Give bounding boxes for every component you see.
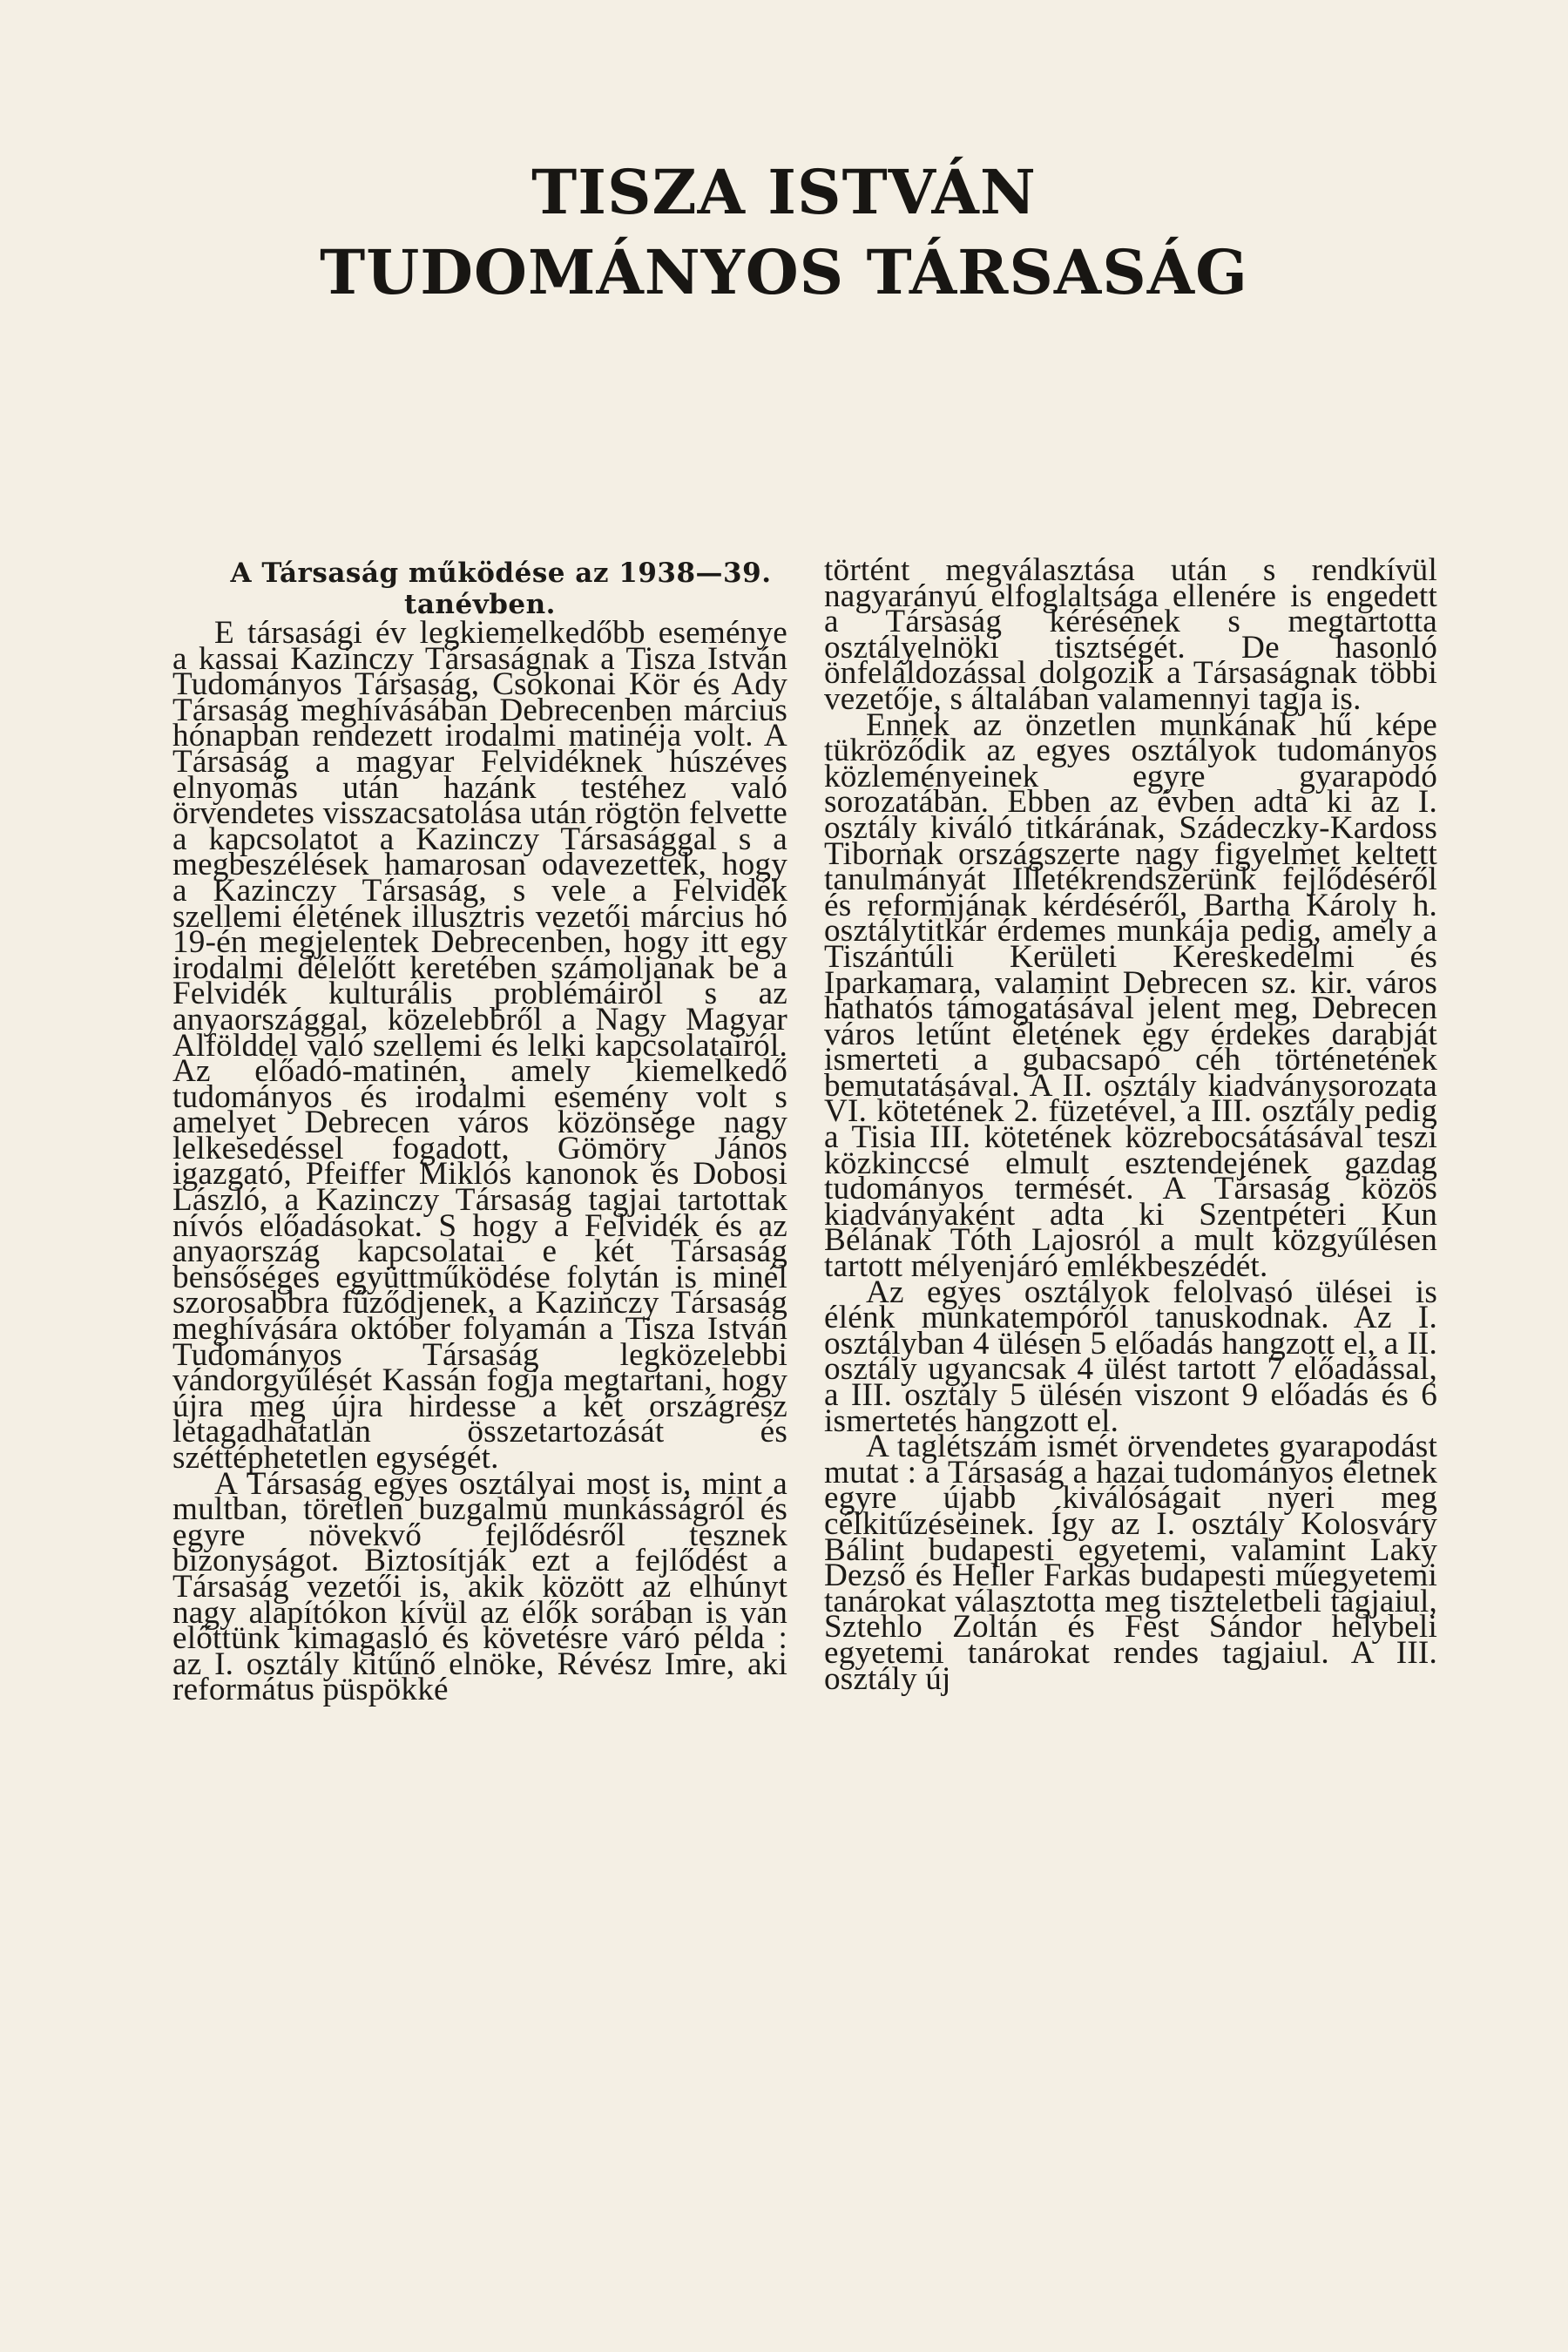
left-column — [172, 558, 787, 1708]
title-line-2: TUDOMÁNYOS TÁRSASÁG — [320, 236, 1248, 308]
paragraph: Az egyes osztályok felolvasó ülései is élénk munkatempóról tanuskodnak. Az I. osztályban 4 ülésen 5 előadás hangzott el, a II. osztály ugyancsak 4 ülést tartott 7 előadással, a III. osztály 5 ülésén viszont 9 előadás és 6 ismertetés hangzott el. — [824, 1274, 1437, 1439]
page-title — [261, 152, 1307, 313]
paragraph: A Társaság egyes osztályai most is, mint a multban, töretlen buzgalmú munkásságról és egyre növekvő fejlődésről tesznek bizonyságot. Biztosítják ezt a fejlődést a Társaság vezetői is, akik között az elhúnyt nagy alapítókon kívül az élők sorában is van előttünk kimagasló és követésre váró példa : az I. osztály kitűnő elnöke, Révész Imre, aki református püspökké — [172, 1465, 787, 1708]
paragraph: történt megválasztása után s rendkívül nagyarányú elfoglaltsága ellenére is engedett a Társaság kérésének s megtartotta osztályelnöki tisztségét. De hasonló önfeláldozással dolgozik a Társaságnak többi vezetője, s általában valamennyi tagja is. — [824, 552, 1437, 717]
paragraph: E társasági év legkiemelkedőbb eseménye a kassai Kazinczy Társaságnak a Tisza István Tudományos Társaság, Csokonai Kör és Ady Társaság meghívásában Debrecenben március hónapban rendezett irodalmi matinéja volt. A Társaság a magyar Felvidéknek húszéves elnyomás után hazánk testéhez való örvendetes visszacsatolása után rögtön felvette a kapcsolatot a Kazinczy Társasággal s a megbeszélések hamarosan odavezettek, hogy a Kazinczy Társaság, s vele a Felvidék szellemi életének illusztris vezetői március hó 19-én megjelentek Debrecenben, hogy itt egy irodalmi délelőtt keretében számoljanak be a Felvidék kulturális problémáiról s az anyaországgal, közelebbről a Nagy Magyar Alfölddel való szellemi és lelki kapcsolatairól. Az előadó-matinén, amely kiemelkedő tudományos és irodalmi esemény volt s amelyet Debrecen város közönsége nagy lelkesedéssel fogadott, Gömöry János igazgató, Pfeiffer Miklós kanonok és Dobosi László, a Kazinczy Társaság tagjai tartottak nívós előadásokat. S hogy a Felvidék és az anyaország kapcsolatai e két Társaság bensőséges együttműködése folytán is minél szorosabbra fűződjenek, a Kazinczy Társaság meghívására október folyamán a Tisza István Tudományos Társaság legközelebbi vándorgyűlését Kassán fogja megtartani, hogy újra meg újra hirdesse a két országrész letagadhatatlan összetartozását és széttéphetetlen egységét. — [172, 615, 787, 1476]
paragraph: Ennek az önzetlen munkának hű képe tükröződik az egyes osztályok tudományos közleményeinek egyre gyarapodó sorozatában. Ebben az évben adta ki az I. osztály kiváló titkárának, Szádeczky-Kardoss Tibornak országszerte nagy figyelmet keltett tanulmányát Illetékrendszerünk fejlődéséről és reformjának kérdéséről, Bartha Károly h. osztálytitkár érdemes munkája pedig, amely a Tiszántúli Kerületi Kereskedelmi és Iparkamara, valamint Debrecen sz. kir. város hathatós támogatásával jelent meg, Debrecen város letűnt életének egy érdekes darabját ismerteti a gubacsapó céh történetének bemutatásával. A II. osztály kiadványsorozata VI. kötetének 2. füzetével, a III. osztály pedig a Tisia III. kötetének közrebocsátásával teszi közkinccsé elmult esztendejének gazdag tudományos termését. A Társaság közös kiadványaként adta ki Szentpéteri Kun Bélának Tóth Lajosról a mult közgyűlésen tartott mélyenjáró emlékbeszédét. — [824, 706, 1437, 1285]
title-line-1: TISZA ISTVÁN — [531, 156, 1037, 228]
paragraph: A taglétszám ismét örvendetes gyarapodást mutat : a Társaság a hazai tudományos életnek egyre újabb kiválóságait nyeri meg célkitűzéseinek. Így az I. osztály Kolosváry Bálint budapesti egyetemi, valamint Laky Dezső és Heller Farkas budapesti műegyetemi tanárokat választotta meg tiszteletbeli tagjaiul, Sztehlo Zoltán és Fest Sándor helybeli egyetemi tanárokat rendes tagjaiul. A III. osztály új — [824, 1429, 1437, 1697]
section-heading: A Társaság működése az 1938—39. tanévben. — [230, 558, 772, 620]
right-column — [824, 552, 1437, 1697]
